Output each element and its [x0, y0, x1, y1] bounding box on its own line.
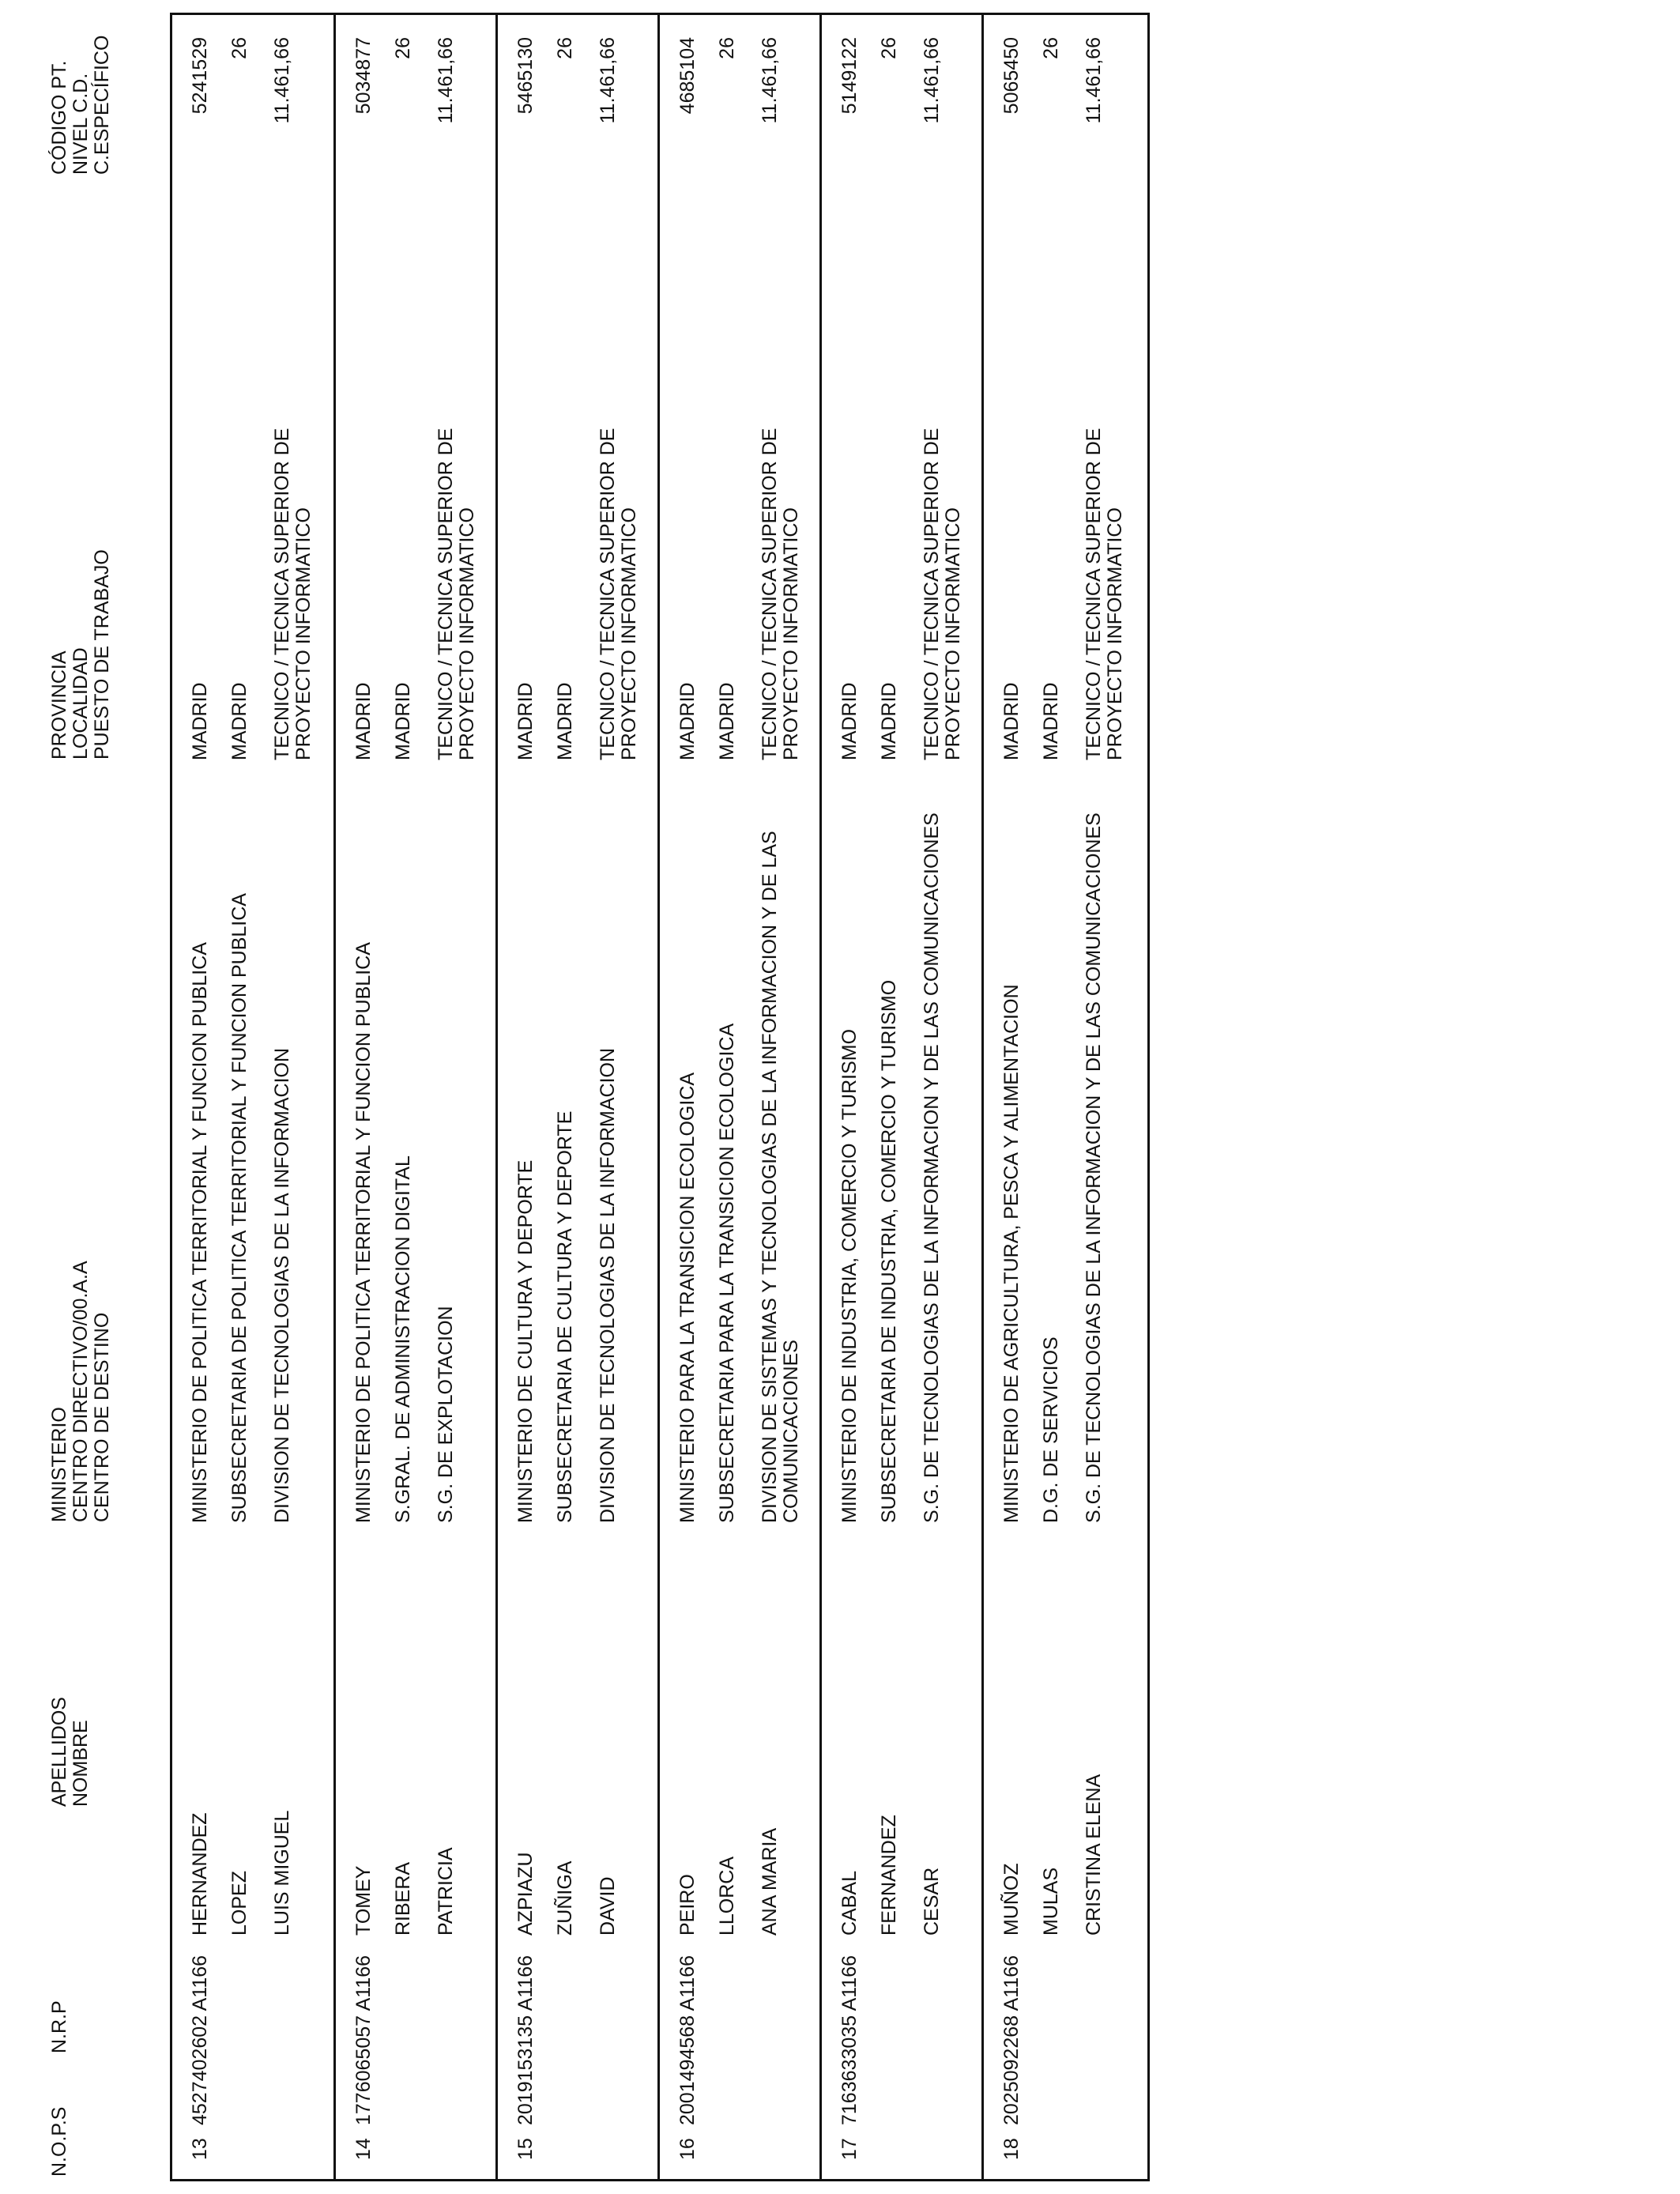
header-provincia-label: PROVINCIA — [48, 650, 70, 760]
record-nrp: 2019153135 A1166 — [514, 1955, 537, 2125]
record-puesto-line2: PROYECTO INFORMATICO — [780, 507, 802, 760]
record-apellido1: PEIRO — [676, 1874, 699, 1936]
record-nombre: LUIS MIGUEL — [271, 1810, 293, 1936]
record-centro-directivo: SUBSECRETARIA DE INDUSTRIA, COMERCIO Y TURISMO — [878, 979, 900, 1523]
record-centro-destino: S.G. DE TECNOLOGIAS DE LA INFORMACION Y DE LAS COMUNICACIONES — [1083, 812, 1105, 1523]
header-ministerio-label: MINISTERIO — [48, 1407, 70, 1522]
table-row — [333, 15, 495, 2179]
record-localidad: MADRID — [392, 682, 414, 760]
header-nops-label: N.O.P.S — [48, 2106, 70, 2177]
record-nops: 16 — [676, 2138, 699, 2160]
header-nivel-label: NIVEL C.D. — [70, 73, 92, 175]
record-centro-directivo: SUBSECRETARIA DE CULTURA Y DEPORTE — [554, 1110, 576, 1523]
record-puesto-line1: TECNICO / TECNICA SUPERIOR DE — [597, 428, 619, 760]
record-apellido2: ZUÑIGA — [554, 1860, 576, 1936]
table-row — [495, 15, 657, 2179]
record-centro-destino: DIVISION DE TECNOLOGIAS DE LA INFORMACION — [271, 1047, 293, 1523]
header-nops — [49, 2107, 70, 2177]
header-codigo-nivel-especifico — [49, 36, 113, 175]
record-nombre: DAVID — [597, 1876, 619, 1936]
record-centro-destino-line2: COMUNICACIONES — [780, 1340, 802, 1523]
record-apellido2: FERNANDEZ — [878, 1815, 900, 1936]
header-ministerio-centros — [49, 1261, 113, 1522]
record-nrp: 2001494568 A1166 — [676, 1955, 699, 2125]
header-provincia-puesto — [49, 549, 113, 760]
record-nrp: 4527402602 A1166 — [189, 1955, 211, 2125]
record-apellido2: LLORCA — [716, 1856, 738, 1936]
record-nops: 13 — [189, 2138, 211, 2160]
record-ministerio: MINISTERIO DE INDUSTRIA, COMERCIO Y TURISMO — [838, 1028, 861, 1523]
record-centro-directivo: D.G. DE SERVICIOS — [1040, 1336, 1062, 1523]
record-nivel: 26 — [392, 37, 414, 59]
record-codigo: 4685104 — [676, 37, 699, 115]
record-provincia: MADRID — [1000, 682, 1023, 760]
header-especifico-label: C.ESPECÍFICO — [91, 35, 113, 175]
record-apellido2: RIBERA — [392, 1861, 414, 1936]
record-centro-destino-line1: DIVISION DE SISTEMAS Y TECNOLOGIAS DE LA INFORMACION Y DE LAS — [759, 831, 781, 1523]
record-centro-directivo: SUBSECRETARIA PARA LA TRANSICION ECOLOGICA — [716, 1023, 738, 1523]
record-puesto-line1: TECNICO / TECNICA SUPERIOR DE — [435, 428, 457, 760]
record-codigo: 5149122 — [838, 37, 861, 115]
record-nivel: 26 — [878, 37, 900, 59]
record-apellido1: CABAL — [838, 1871, 861, 1936]
header-apellidos-nombre — [49, 1697, 92, 1807]
record-especifico: 11.461,66 — [435, 37, 457, 124]
record-provincia: MADRID — [514, 682, 537, 760]
header-nombre-label: NOMBRE — [70, 1720, 92, 1807]
table-row — [172, 15, 333, 2179]
record-codigo: 5034877 — [352, 37, 375, 115]
record-puesto-line2: PROYECTO INFORMATICO — [942, 507, 964, 760]
record-nivel: 26 — [554, 37, 576, 59]
header-centro-destino-label: CENTRO DE DESTINO — [91, 1312, 113, 1522]
record-nops: 17 — [838, 2138, 861, 2160]
record-localidad: MADRID — [554, 682, 576, 760]
record-nrp: 2025092268 A1166 — [1000, 1955, 1023, 2125]
table-row — [819, 15, 981, 2179]
record-puesto-line1: TECNICO / TECNICA SUPERIOR DE — [759, 428, 781, 760]
record-centro-directivo: S.GRAL. DE ADMINISTRACION DIGITAL — [392, 1155, 414, 1523]
table-row — [657, 15, 819, 2179]
record-codigo: 5241529 — [189, 37, 211, 115]
record-ministerio: MINISTERIO DE AGRICULTURA, PESCA Y ALIMENTACION — [1000, 984, 1023, 1523]
record-puesto-line1: TECNICO / TECNICA SUPERIOR DE — [921, 428, 943, 760]
header-nrp-label: N.R.P — [48, 2000, 70, 2053]
record-especifico: 11.461,66 — [921, 37, 943, 124]
record-localidad: MADRID — [228, 682, 250, 760]
record-ministerio: MINISTERIO DE POLITICA TERRITORIAL Y FUNCION PUBLICA — [352, 942, 375, 1523]
record-puesto-line1: TECNICO / TECNICA SUPERIOR DE — [1083, 428, 1105, 760]
record-especifico: 11.461,66 — [597, 37, 619, 124]
record-localidad: MADRID — [1040, 682, 1062, 760]
record-especifico: 11.461,66 — [1083, 37, 1105, 124]
record-apellido1: HERNANDEZ — [189, 1812, 211, 1936]
record-centro-destino: S.G. DE TECNOLOGIAS DE LA INFORMACION Y DE LAS COMUNICACIONES — [921, 812, 943, 1523]
record-codigo: 5465130 — [514, 37, 537, 115]
record-puesto-line2: PROYECTO INFORMATICO — [1104, 507, 1126, 760]
record-apellido1: TOMEY — [352, 1865, 375, 1936]
record-nrp: 7163633035 A1166 — [838, 1955, 861, 2125]
record-localidad: MADRID — [878, 682, 900, 760]
record-nombre: CRISTINA ELENA — [1083, 1774, 1105, 1936]
record-nops: 18 — [1000, 2138, 1023, 2160]
record-centro-directivo: SUBSECRETARIA DE POLITICA TERRITORIAL Y FUNCION PUBLICA — [228, 893, 250, 1523]
header-codigo-label: CÓDIGO PT. — [48, 60, 70, 175]
record-centro-destino: DIVISION DE TECNOLOGIAS DE LA INFORMACION — [597, 1047, 619, 1523]
record-provincia: MADRID — [352, 682, 375, 760]
record-ministerio: MINISTERIO DE CULTURA Y DEPORTE — [514, 1159, 537, 1523]
record-nrp: 1776065057 A1166 — [352, 1955, 375, 2125]
header-puesto-label: PUESTO DE TRABAJO — [91, 549, 113, 760]
record-puesto-line2: PROYECTO INFORMATICO — [618, 507, 640, 760]
record-nivel: 26 — [1040, 37, 1062, 59]
record-puesto-line1: TECNICO / TECNICA SUPERIOR DE — [271, 428, 293, 760]
record-apellido1: MUÑOZ — [1000, 1863, 1023, 1936]
header-nrp — [49, 2000, 70, 2053]
record-apellido2: LOPEZ — [228, 1871, 250, 1936]
record-apellido2: MULAS — [1040, 1867, 1062, 1936]
record-especifico: 11.461,66 — [759, 37, 781, 124]
record-nombre: CESAR — [921, 1867, 943, 1936]
assignment-table — [170, 13, 1150, 2181]
header-apellidos-label: APELLIDOS — [48, 1697, 70, 1807]
record-localidad: MADRID — [716, 682, 738, 760]
record-ministerio: MINISTERIO PARA LA TRANSICION ECOLOGICA — [676, 1072, 699, 1523]
record-nivel: 26 — [228, 37, 250, 59]
header-localidad-label: LOCALIDAD — [70, 647, 92, 760]
record-nops: 15 — [514, 2138, 537, 2160]
record-nombre: ANA MARIA — [759, 1827, 781, 1936]
record-puesto-line2: PROYECTO INFORMATICO — [292, 507, 315, 760]
record-provincia: MADRID — [189, 682, 211, 760]
record-nops: 14 — [352, 2138, 375, 2160]
table-row — [981, 15, 1147, 2179]
record-especifico: 11.461,66 — [271, 37, 293, 124]
record-codigo: 5065450 — [1000, 37, 1023, 115]
header-centro-directivo-label: CENTRO DIRECTIVO/00.A.A — [70, 1261, 92, 1522]
record-provincia: MADRID — [838, 682, 861, 760]
record-centro-destino: S.G. DE EXPLOTACION — [435, 1306, 457, 1523]
record-provincia: MADRID — [676, 682, 699, 760]
record-apellido1: AZPIAZU — [514, 1852, 537, 1936]
record-nombre: PATRICIA — [435, 1847, 457, 1936]
record-nivel: 26 — [716, 37, 738, 59]
record-puesto-line2: PROYECTO INFORMATICO — [456, 507, 478, 760]
record-ministerio: MINISTERIO DE POLITICA TERRITORIAL Y FUNCION PUBLICA — [189, 942, 211, 1523]
